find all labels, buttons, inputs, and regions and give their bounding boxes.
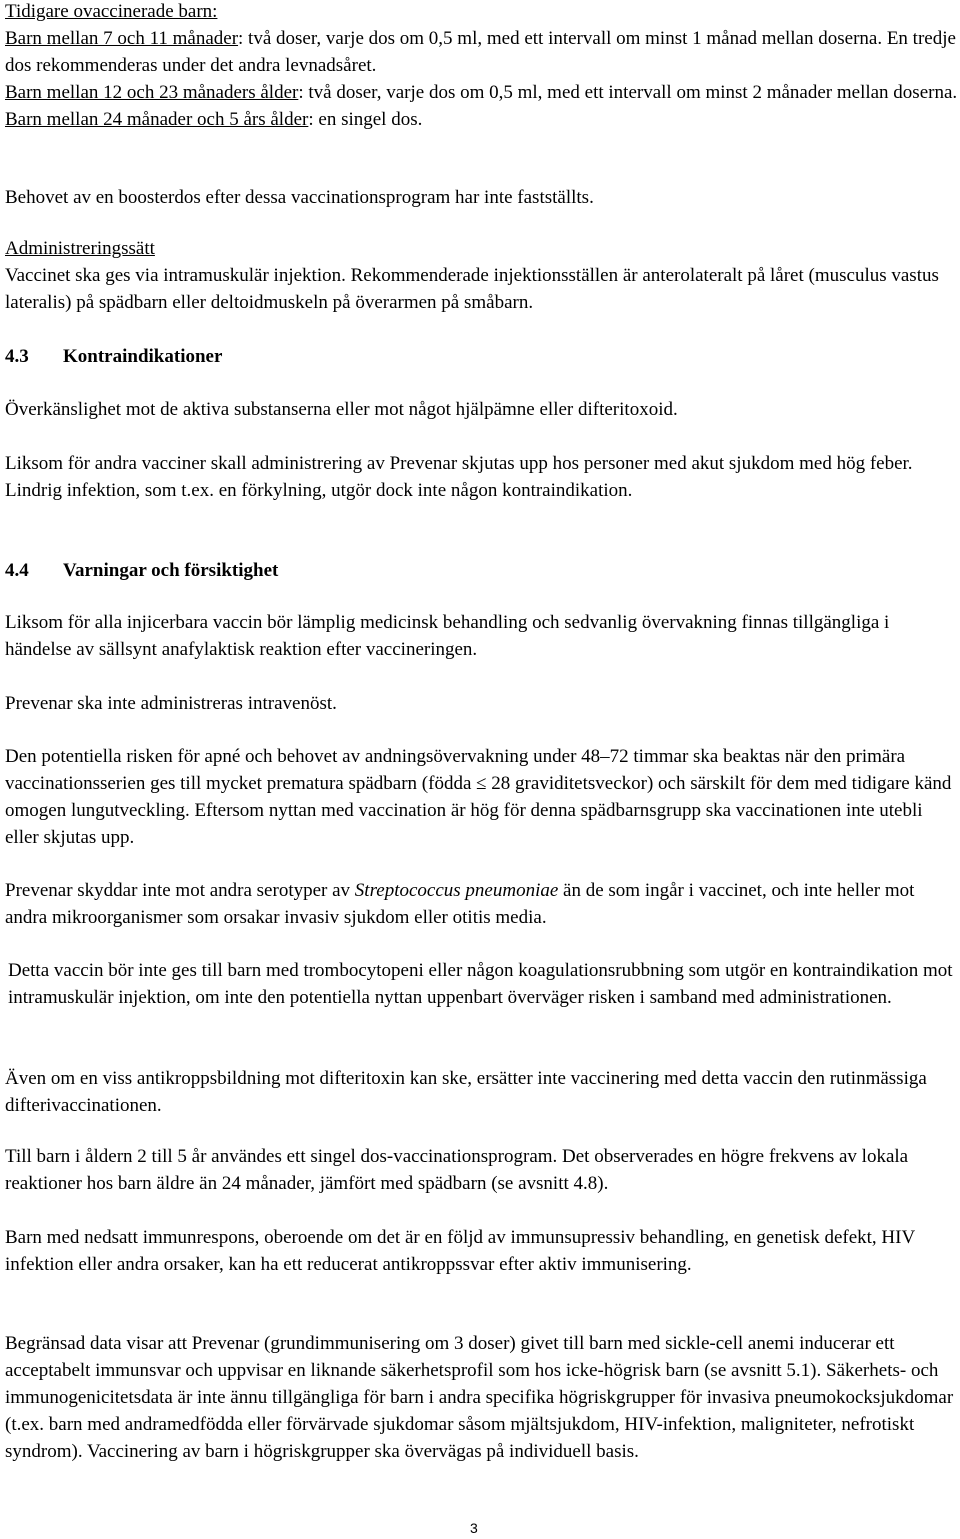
warning-p2: Prevenar ska inte administreras intravenöst. [5,693,337,714]
administration-text: Vaccinet ska ges via intramuskulär injektion. Rekommenderade injektionsställen är anterolateralt på låret (musculus vastus lateralis) på spädbarn eller deltoidmuskeln på överarmen på småbarn. [5,265,939,313]
warning-p3: Den potentiella risken för apné och behovet av andningsövervakning under 48–72 timmar ska beaktas när den primära vaccinationsserien ges till mycket prematura spädbarn (födda ≤ 28 graviditetsveckor) och särskilt för dem med tidigare känd omogen lungutveckling. Eftersom nyttan med vaccination är hög för denna spädbarnsgrupp ska vaccinationen inte utebli eller skjutas upp. [5,746,952,848]
section-title: Varningar och försiktighet [63,560,279,581]
administration-section [5,235,958,316]
booster-paragraph: Behovet av en boosterdos efter dessa vaccinationsprogram har inte fastställts. [5,187,594,208]
prior-unvaccinated-heading: Tidigare ovaccinerade barn: [5,1,218,22]
section-number: 4.4 [5,560,29,581]
dose-item-12-23-months: Barn mellan 12 och 23 månaders ålder: två doser, varje dos om 0,5 ml, med ett intervall om minst 2 månader mellan doserna. [5,82,958,103]
dose-item-24-months-5-years: Barn mellan 24 månader och 5 års ålder: en singel dos. [5,109,423,130]
section-4-4-heading [5,557,958,584]
warning-p8: Barn med nedsatt immunrespons, oberoende om det är en följd av immunsupressiv behandling, en genetisk defekt, HIV infektion eller andra orsaker, kan ha ett reducerat antikroppssvar efter aktiv immunisering. [5,1227,915,1275]
dose-item-7-11-months: Barn mellan 7 och 11 månader: två doser, varje dos om 0,5 ml, med ett intervall om minst 1 månad mellan doserna. En tredje dos rekommenderas under det andra levnadsåret. [5,28,956,76]
warning-p4: Prevenar skyddar inte mot andra serotyper av Streptococcus pneumoniae än de som ingår i vaccinet, och inte heller mot andra mikroorganismer som orsakar invasiv sjukdom eller otitis media. [5,880,915,928]
prior-unvaccinated-section [5,0,958,133]
species-name: Streptococcus pneumoniae [354,880,559,901]
section-4-3-heading [5,343,958,370]
contraindication-p2: Liksom för andra vacciner skall administrering av Prevenar skjutas upp hos personer med akut sjukdom med hög feber. Lindrig infektion, som t.ex. en förkylning, utgör dock inte någon kontraindikation. [5,453,913,501]
warning-p5: Detta vaccin bör inte ges till barn med trombocytopeni eller någon koagulationsrubbning som utgör en kontraindikation mot intramuskulär injektion, om inte den potentiella nyttan uppenbart överväger risken i samband med administrationen. [8,960,953,1008]
section-title: Kontraindikationer [63,346,223,367]
section-number: 4.3 [5,346,29,367]
administration-heading: Administreringssätt [5,238,155,259]
warning-p1: Liksom för alla injicerbara vaccin bör lämplig medicinsk behandling och sedvanlig övervakning finnas tillgängliga i händelse av sällsynt anafylaktisk reaktion efter vaccineringen. [5,612,890,660]
page-number: 3 [470,1520,478,1536]
contraindication-p1: Överkänslighet mot de aktiva substanserna eller mot något hjälpämne eller difteritoxoid. [5,399,678,420]
warning-p9: Begränsad data visar att Prevenar (grundimmunisering om 3 doser) givet till barn med sickle-cell anemi inducerar ett acceptabelt immunsvar och uppvisar en liknande säkerhetsprofil som hos icke-högrisk barn (se avsnitt 5.1). Säkerhets- och immunogenicitetsdata är inte ännu tillgängliga för barn i andra specifika högriskgrupper för invasiva pneumokocksjukdomar (t.ex. barn med andramedfödda eller förvärvade sjukdomar såsom mjältsjukdom, HIV-infektion, maligniteter, nefrotiskt syndrom). Vaccinering av barn i högriskgrupper ska övervägas på individuell basis. [5,1333,954,1462]
warning-p6: Även om en viss antikroppsbildning mot difteritoxin kan ske, ersätter inte vaccinering med detta vaccin den rutinmässiga difterivaccinationen. [5,1068,927,1116]
warning-p7: Till barn i åldern 2 till 5 år användes ett singel dos-vaccinationsprogram. Det observerades en högre frekvens av lokala reaktioner hos barn äldre än 24 månader, jämfört med spädbarn (se avsnitt 4.8). [5,1146,909,1194]
